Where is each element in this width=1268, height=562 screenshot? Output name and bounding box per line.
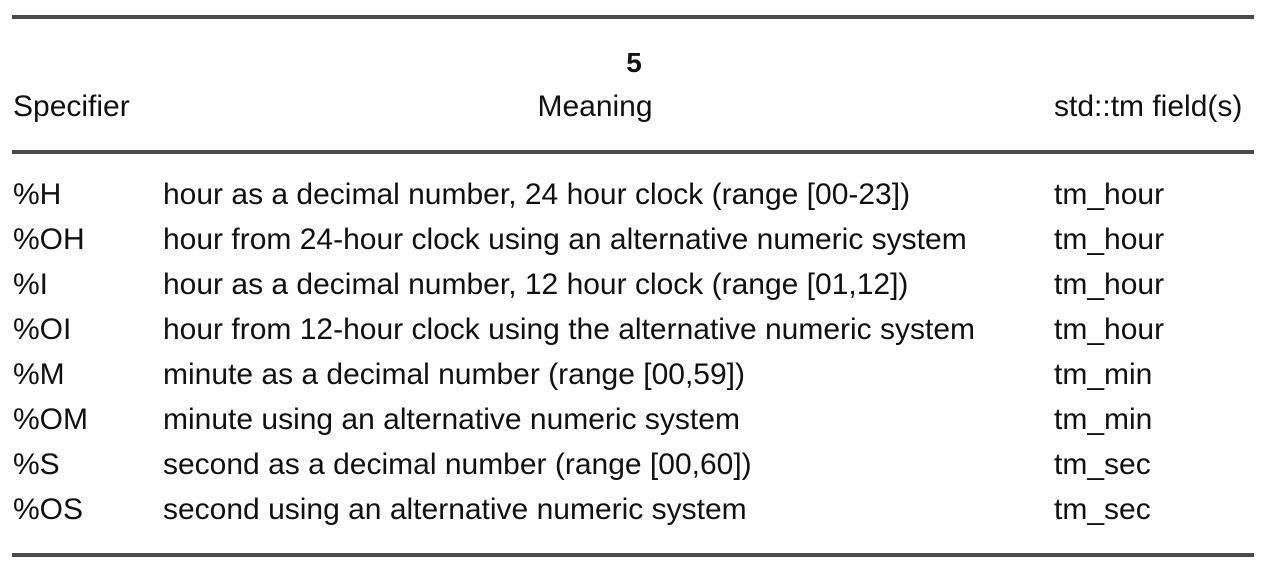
cell-specifier: %OS — [13, 493, 84, 526]
cell-meaning: hour from 12-hour clock using the alternative numeric system — [163, 313, 976, 346]
cell-specifier: %OI — [13, 313, 72, 346]
header-field: std::tm field(s) — [1054, 90, 1243, 123]
table-row — [0, 218, 1268, 263]
cell-specifier: %M — [13, 358, 65, 391]
table-body — [0, 173, 1268, 533]
table-bottom-rule — [12, 553, 1254, 557]
cell-field: tm_hour — [1054, 313, 1165, 346]
group-number: 5 — [626, 47, 642, 78]
table-header-rule — [12, 150, 1254, 154]
table-row — [0, 443, 1268, 488]
cell-meaning: second as a decimal number (range [00,60]) — [163, 448, 752, 481]
table-row — [0, 353, 1268, 398]
cell-field: tm_hour — [1054, 223, 1165, 256]
cell-meaning: hour as a decimal number, 12 hour clock (range [01,12]) — [163, 268, 909, 301]
cell-field: tm_min — [1054, 358, 1153, 391]
table-row — [0, 398, 1268, 443]
table-row — [0, 173, 1268, 218]
header-specifier: Specifier — [13, 90, 130, 123]
table-row — [0, 308, 1268, 353]
cell-meaning: minute as a decimal number (range [00,59]) — [163, 358, 745, 391]
cell-specifier: %I — [13, 268, 49, 301]
cell-meaning: hour as a decimal number, 24 hour clock (range [00-23]) — [163, 178, 911, 211]
cell-field: tm_hour — [1054, 268, 1165, 301]
table-row — [0, 488, 1268, 533]
header-meaning: Meaning — [537, 90, 653, 123]
cell-meaning: second using an alternative numeric system — [163, 493, 747, 526]
table-header-row — [0, 88, 1268, 126]
cell-field: tm_hour — [1054, 178, 1165, 211]
table-top-rule — [12, 15, 1254, 19]
cell-meaning: minute using an alternative numeric system — [163, 403, 740, 436]
cell-specifier: %OH — [13, 223, 85, 256]
cell-field: tm_min — [1054, 403, 1153, 436]
cell-meaning: hour from 24-hour clock using an alternative numeric system — [163, 223, 967, 256]
cell-specifier: %H — [13, 178, 62, 211]
cell-specifier: %S — [13, 448, 60, 481]
cell-field: tm_sec — [1054, 448, 1151, 481]
table-row — [0, 263, 1268, 308]
cell-specifier: %OM — [13, 403, 88, 436]
cell-field: tm_sec — [1054, 493, 1151, 526]
